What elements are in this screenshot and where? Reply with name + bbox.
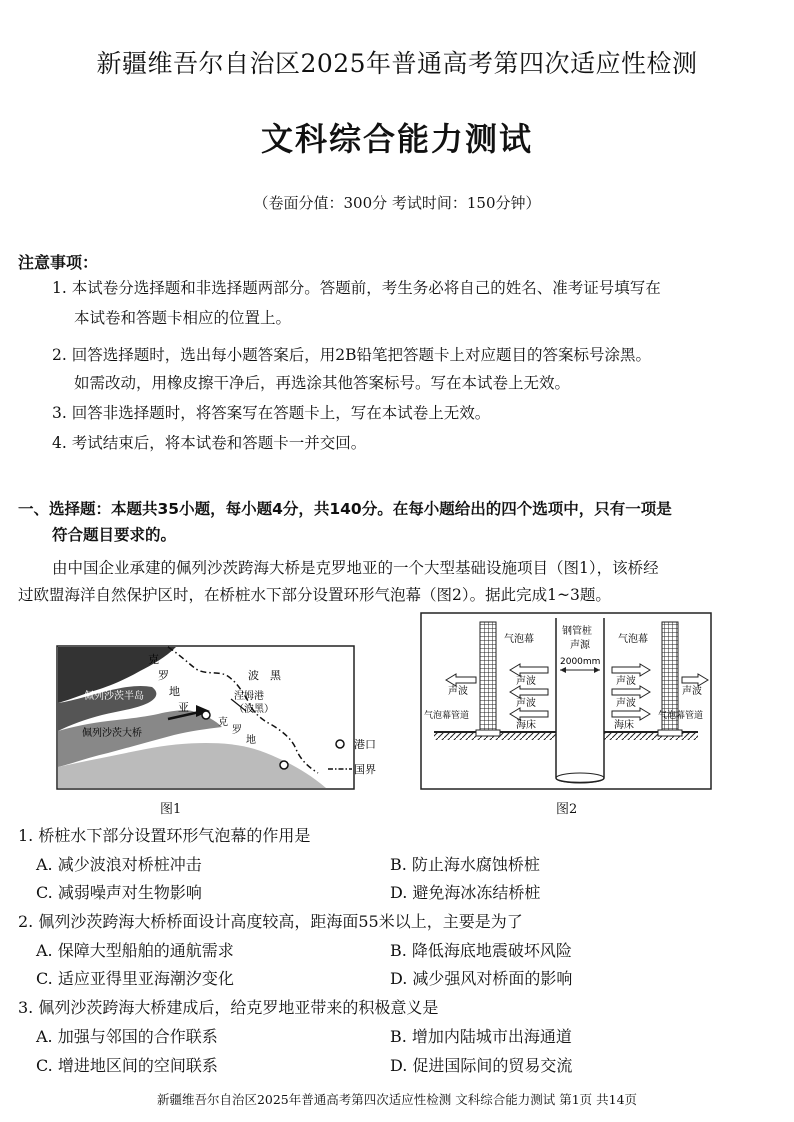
notice-line: 1. 本试卷分选择题和非选择题两部分。答题前，考生务必将自己的姓名、准考证号填写在 (52, 279, 661, 297)
port-icon (202, 711, 210, 719)
question-option: C. 减弱噪声对生物影响 (36, 883, 202, 902)
page-footer: 新疆维吾尔自治区2025年普通高考第四次适应性检测 文科综合能力测试 第1页 共14页 (156, 1092, 638, 1107)
label-wave: 声波 (616, 698, 636, 709)
label-bubble-left: 气泡幕 (504, 634, 534, 645)
question-option: A. 加强与邻国的合作联系 (36, 1027, 218, 1046)
label-bubble-right: 气泡幕 (618, 634, 648, 645)
question-option: D. 减少强风对桥面的影响 (390, 969, 573, 988)
figure1-caption: 图1 (160, 802, 182, 817)
legend-port-icon (336, 740, 344, 748)
map-label-port: 涅姆港 (234, 691, 264, 702)
section-heading-cont: 符合题目要求的。 (52, 526, 177, 544)
map-label-di: 地 (169, 685, 180, 698)
question-option: B. 增加内陆城市出海通道 (390, 1027, 572, 1046)
legend-border-label: 国界 (354, 763, 376, 776)
figure2-caption: 图2 (556, 802, 578, 817)
label-source: 声源 (570, 640, 590, 651)
label-width: 2000mm (560, 657, 601, 667)
question-option: B. 防止海水腐蚀桥桩 (390, 855, 540, 874)
label-seabed-left: 海床 (516, 720, 536, 731)
question-option: A. 保障大型船舶的通航需求 (36, 941, 234, 960)
port-icon (280, 761, 288, 769)
pipe-left (476, 730, 500, 736)
question-stem: 1. 桥桩水下部分设置环形气泡幕的作用是 (18, 826, 311, 845)
label-wave: 声波 (516, 676, 536, 687)
subject-title: 文科综合能力测试 (260, 120, 533, 158)
label-wave: 声波 (616, 676, 636, 687)
map-label-hei: 黑 (270, 669, 281, 682)
pipe-right (658, 730, 682, 736)
section-heading: 一、选择题：本题共35小题，每小题4分，共140分。在每小题给出的四个选项中，只有一项是 (18, 500, 672, 518)
question-option: C. 增进地区间的空间联系 (36, 1056, 218, 1075)
question-option: B. 降低海底地震破坏风险 (390, 941, 572, 960)
bubble-curtain-left (480, 622, 496, 734)
question-option: D. 避免海冰冻结桥桩 (390, 883, 541, 902)
label-seabed-right: 海床 (614, 720, 634, 731)
notice-line: 本试卷和答题卡相应的位置上。 (74, 309, 292, 327)
passage-line: 由中国企业承建的佩列沙茨跨海大桥是克罗地亚的一个大型基础设施项目（图1），该桥经 (52, 559, 659, 577)
map-label-luo2: 罗 (232, 725, 242, 736)
map-label-ya: 亚 (178, 701, 189, 714)
figure1-map (56, 645, 386, 790)
map-label-di2: 地 (246, 735, 256, 746)
question-option: A. 减少波浪对桥桩冲击 (36, 855, 202, 874)
legend-port-label: 港口 (354, 738, 376, 751)
label-wave: 声波 (448, 686, 468, 697)
notice-line: 如需改动，用橡皮擦干净后，再选涂其他答案标号。写在本试卷上无效。 (74, 374, 571, 392)
question-option: C. 适应亚得里亚海潮汐变化 (36, 969, 234, 988)
map-label-peninsula: 佩列沙茨半岛 (84, 691, 144, 702)
map-label-port-country: （波黑） (234, 704, 274, 715)
exam-title: 新疆维吾尔自治区2025年普通高考第四次适应性检测 (96, 49, 698, 78)
label-pile: 钢管桩 (562, 626, 592, 637)
label-pipe-left: 气泡幕管道 (424, 711, 470, 721)
notice-heading: 注意事项： (18, 253, 99, 272)
map-label-bridge: 佩列沙茨大桥 (82, 728, 142, 739)
label-pipe-right: 气泡幕管道 (658, 711, 704, 721)
map-label-k2: 克 (218, 717, 228, 728)
map-label-luo: 罗 (158, 669, 169, 682)
notice-line: 3. 回答非选择题时，将答案写在答题卡上，写在本试卷上无效。 (52, 404, 491, 422)
passage-line: 过欧盟海洋自然保护区时，在桥桩水下部分设置环形气泡幕（图2）。据此完成1~3题。 (18, 586, 611, 604)
map-label-k: 克 (148, 653, 159, 666)
figure2-diagram (420, 612, 712, 790)
map-label-bo: 波 (248, 669, 259, 682)
question-stem: 2. 佩列沙茨跨海大桥桥面设计高度较高，距海面55米以上，主要是为了 (18, 912, 523, 931)
exam-info: （卷面分值：300分 考试时间：150分钟） (253, 194, 541, 212)
notice-line: 4. 考试结束后，将本试卷和答题卡一并交回。 (52, 434, 367, 452)
label-wave: 声波 (682, 686, 702, 697)
question-stem: 3. 佩列沙茨跨海大桥建成后，给克罗地亚带来的积极意义是 (18, 998, 439, 1017)
question-option: D. 促进国际间的贸易交流 (390, 1056, 573, 1075)
notice-line: 2. 回答选择题时，选出每小题答案后，用2B铅笔把答题卡上对应题目的答案标号涂黑。 (52, 346, 651, 364)
label-wave: 声波 (516, 698, 536, 709)
